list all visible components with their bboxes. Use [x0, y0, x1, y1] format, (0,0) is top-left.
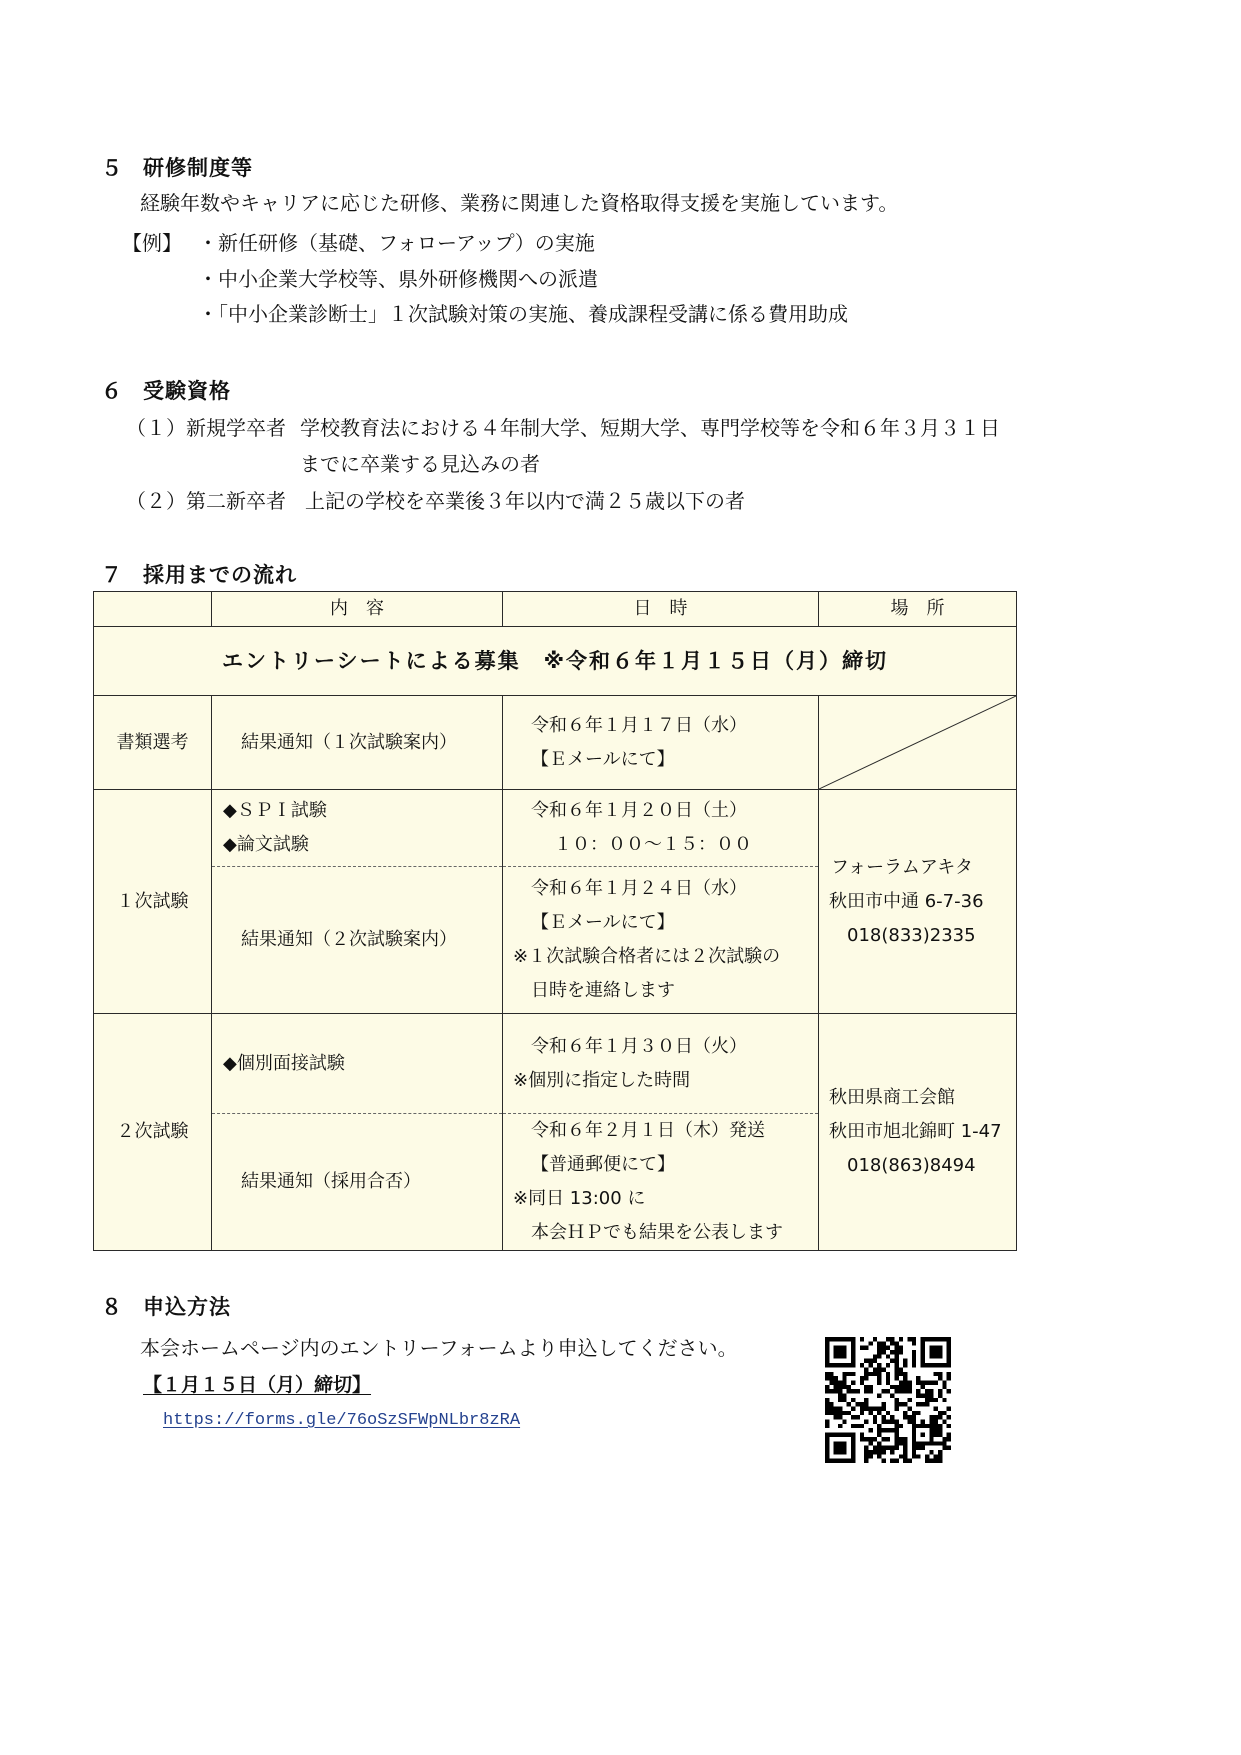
stage-first-exam: １次試験 [94, 790, 212, 1014]
datetime-cell [503, 790, 819, 867]
place-cell [819, 1014, 1017, 1251]
recruitment-flow-table [93, 591, 1017, 1251]
datetime-line: 令和６年１月１７日（水） [531, 714, 747, 736]
place-not-applicable-cell [819, 696, 1017, 790]
datetime-line: 令和６年２月１日（木）発送 [531, 1120, 765, 1141]
header-content: 内 容 [212, 592, 503, 627]
header-place: 場 所 [819, 592, 1017, 627]
qualification-text: までに卒業する見込みの者 [300, 452, 540, 476]
header-corner-cell [94, 592, 212, 627]
venue-phone: 018(833)2335 [847, 924, 976, 946]
stage-document-screening: 書類選考 [94, 696, 212, 790]
datetime-cell [503, 696, 819, 790]
entry-sheet-notice: エントリーシートによる募集 ※令和６年１月１５日（月）締切 [94, 627, 1017, 696]
qualification-text: 上記の学校を卒業後３年以内で満２５歳以下の者 [305, 489, 745, 513]
datetime-line: ※１次試験合格者には２次試験の [513, 946, 781, 967]
content-line: ◆ＳＰＩ試験 [223, 800, 327, 821]
content-line: 結果通知（採用合否） [241, 1171, 421, 1192]
header-datetime: 日 時 [503, 592, 819, 627]
datetime-line: 【普通郵便にて】 [531, 1154, 675, 1175]
venue-name: 秋田県商工会館 [829, 1087, 955, 1108]
datetime-line: ※同日 13:00 に [513, 1188, 646, 1209]
venue-address: 秋田市旭北錦町 1-47 [829, 1121, 1002, 1142]
section5-example-item: ・新任研修（基礎、フォローアップ）の実施 [198, 231, 595, 255]
section6-number: ６ [101, 379, 123, 403]
section6-title: 受験資格 [143, 379, 231, 403]
datetime-line: 日時を連絡します [531, 980, 675, 1001]
section5-example-label: 【例】 [122, 231, 182, 255]
datetime-cell [503, 867, 819, 1014]
table-row-document-screening [94, 696, 1017, 790]
datetime-line: 【Ｅメールにて】 [531, 748, 675, 770]
datetime-line: 【Ｅメールにて】 [531, 912, 675, 933]
datetime-cell [503, 1014, 819, 1114]
section5-example-item: ・「中小企業診断士」１次試験対策の実施、養成課程受講に係る費用助成 [198, 302, 848, 326]
section7-number: ７ [101, 563, 123, 587]
section5-number: ５ [101, 156, 123, 180]
entry-form-link[interactable]: https://forms.gle/76oSzSFWpNLbr8zRA [163, 1411, 521, 1430]
section5-title: 研修制度等 [143, 156, 253, 180]
section5-example-item: ・中小企業大学校等、県外研修機関への派遣 [198, 267, 598, 291]
qualification-label-new-graduate: （１）新規学卒者 [126, 416, 286, 440]
venue-address: 秋田市中通 6-7-36 [829, 890, 984, 912]
content-cell [212, 1014, 503, 1114]
stage-second-exam: ２次試験 [94, 1014, 212, 1251]
datetime-line: 本会ＨＰでも結果を公表します [531, 1222, 783, 1243]
qualification-label-second-graduate: （２）第二新卒者 [126, 489, 286, 513]
content-cell [212, 790, 503, 867]
diagonal-strike-line [819, 696, 1016, 789]
section8-number: ８ [101, 1295, 123, 1319]
content-cell [212, 696, 503, 790]
datetime-line: 令和６年１月３０日（火） [531, 1035, 747, 1057]
section8-title: 申込方法 [143, 1295, 231, 1319]
table-row-first-exam [94, 790, 1017, 867]
content-cell [212, 1114, 503, 1251]
datetime-cell [503, 1114, 819, 1251]
content-line: 結果通知（１次試験案内） [241, 731, 457, 753]
section8-body: 本会ホームページ内のエントリーフォームより申込してください。 [140, 1336, 738, 1360]
table-row-entry [94, 627, 1017, 696]
datetime-line: 令和６年１月２０日（土） [531, 800, 747, 821]
content-cell [212, 867, 503, 1014]
section5-body: 経験年数やキャリアに応じた研修、業務に関連した資格取得支援を実施しています。 [140, 191, 899, 215]
datetime-line: １０：００～１５：００ [554, 834, 752, 855]
table-row-second-exam [94, 1014, 1017, 1114]
datetime-line: 令和６年１月２４日（水） [531, 878, 747, 899]
venue-name: フォーラムアキタ [831, 856, 974, 878]
qualification-text: 学校教育法における４年制大学、短期大学、専門学校等を令和６年３月３１日 [300, 416, 1000, 440]
content-line: ◆論文試験 [223, 834, 309, 855]
qr-code-icon [825, 1337, 951, 1463]
place-cell [819, 790, 1017, 1014]
venue-phone: 018(863)8494 [847, 1155, 976, 1176]
section7-title: 採用までの流れ [143, 563, 297, 587]
content-line: ◆個別面接試験 [223, 1052, 345, 1074]
datetime-line: ※個別に指定した時間 [513, 1069, 691, 1091]
table-header-row [94, 592, 1017, 627]
content-line: 結果通知（２次試験案内） [241, 929, 457, 950]
application-deadline: 【１月１５日（月）締切】 [143, 1374, 372, 1396]
